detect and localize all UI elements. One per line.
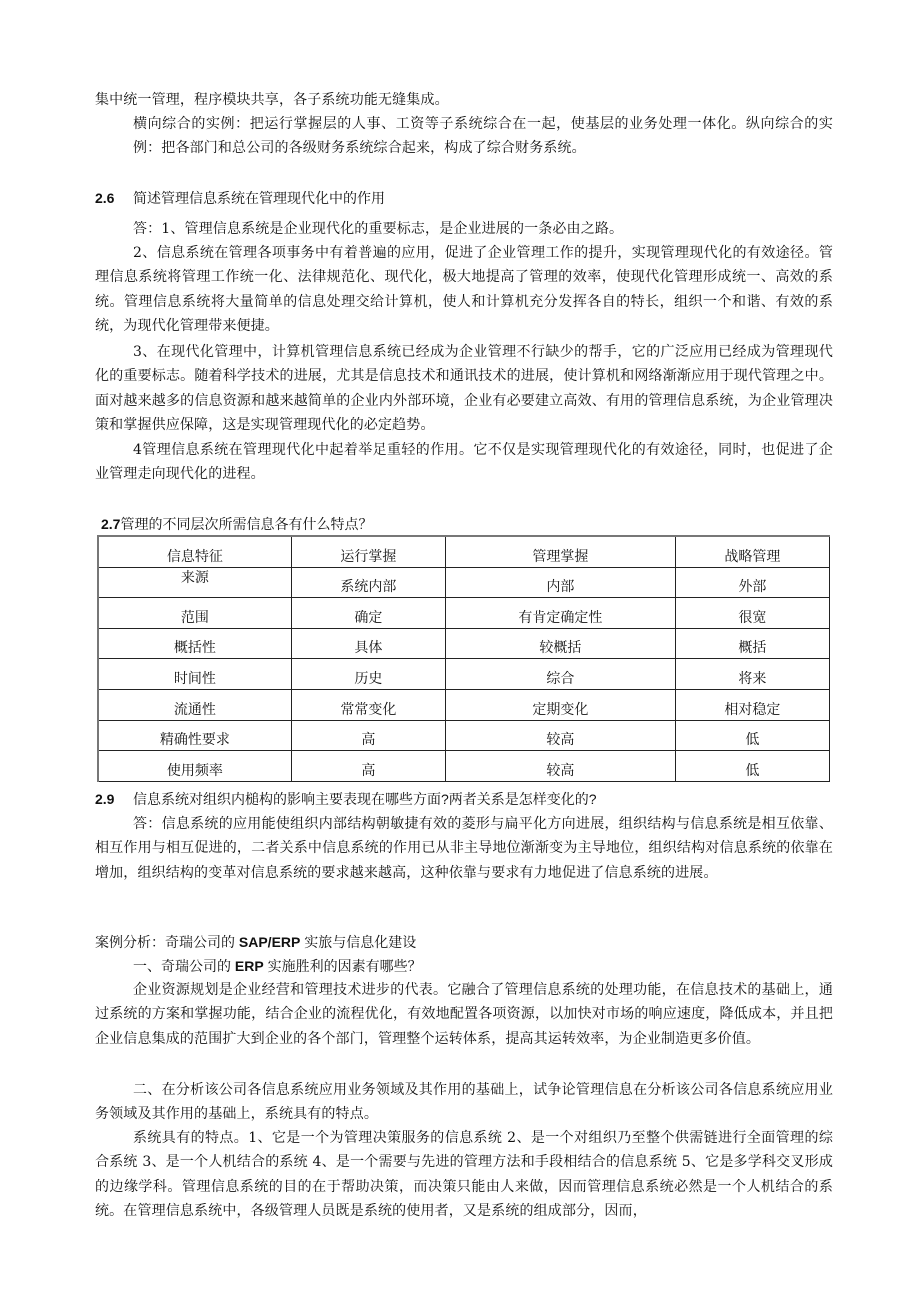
case-answer-1: 企业资源规划是企业经营和管理技术进步的代表。它融合了管理信息系统的处理功能，在信息技术的基础上，通过系统的方案和掌握功能，结合企业的流程优化，有效地配置各项资源，以加快对市场的响应速度，降低成本，并且把企业信息集成的范围扩大到企业的各个部门，管理整个运转体系，提高其运转效率，为企业制造更多价值。 bbox=[95, 982, 833, 1047]
table-cell: 高 bbox=[291, 751, 445, 782]
table-row bbox=[98, 751, 830, 782]
table-row bbox=[98, 720, 830, 751]
table-header-cell: 运行掌握 bbox=[291, 536, 445, 567]
answer-paragraph: 答：信息系统的应用能使组织内部结构朝敏捷有效的菱形与扁平化方向进展，组织结构与信息系统是相互依靠、相互作用与相互促进的，二者关系中信息系统的作用已从非主导地位渐渐变为主导地位，组织结构对信息系统的依靠在增加，组织结构的变革对信息系统的要求越来越高，这种依靠与要求有力地促进了信息系统的进展。 bbox=[95, 816, 833, 881]
case-question-2: 二、在分析该公司各信息系统应用业务领域及其作用的基础上，试争论管理信息在分析该公司各信息系统应用业务领域及其作用的基础上，系统具有的特点。 bbox=[95, 1081, 833, 1122]
question-bold: ERP bbox=[234, 958, 264, 974]
section-2-7-heading bbox=[101, 514, 372, 534]
case-title-suffix: 实旅与信息化建设 bbox=[300, 934, 417, 950]
table-cell: 较高 bbox=[445, 751, 675, 782]
table-row bbox=[98, 628, 830, 659]
case-question-1 bbox=[133, 956, 422, 976]
answer-paragraph-3: 3、在现代化管理中，计算机管理信息系统已经成为企业管理不行缺少的帮手，它的广泛应用已经成为管理现代化的重要标志。随着科学技术的进展，尤其是信息技术和通讯技术的进展，使计算机和网络渐渐应用于现代管理之中。面对越来越多的信息资源和越来越简单的企业内外部环境，企业有必要建立高效、有用的管理信息系统，为企业管理决策和掌握供应保障，这是实现管理现代化的必定趋势。 bbox=[95, 344, 833, 434]
table-row bbox=[98, 689, 830, 720]
table-cell: 高 bbox=[291, 720, 445, 751]
table-cell: 来源 bbox=[98, 567, 291, 598]
question-prefix: 一、奇瑞公司的 bbox=[133, 958, 235, 974]
table-cell: 有肯定确定性 bbox=[445, 598, 675, 629]
table-cell: 将来 bbox=[675, 659, 829, 690]
table-cell: 使用频率 bbox=[98, 751, 291, 782]
table-cell: 定期变化 bbox=[445, 689, 675, 720]
table-row bbox=[98, 659, 830, 690]
table-cell: 综合 bbox=[445, 659, 675, 690]
table-cell: 低 bbox=[675, 720, 829, 751]
table-cell: 常常变化 bbox=[291, 689, 445, 720]
table-cell: 较高 bbox=[445, 720, 675, 751]
table-cell: 很宽 bbox=[675, 598, 829, 629]
section-title: 简述管理信息系统在管理现代化中的作用 bbox=[133, 190, 385, 206]
table-row bbox=[98, 567, 830, 598]
intro-paragraph: 横向综合的实例：把运行掌握层的人事、工资等子系统综合在一起，使基层的业务处理一体化。纵向综合的实例：把各部门和总公司的各级财务系统综合起来，构成了综合财务系统。 bbox=[133, 116, 833, 157]
answer-paragraph-4: 4管理信息系统在管理现代化中起着举足重轻的作用。它不仅是实现管理现代化的有效途径，同时，也促进了企业管理走向现代化的进程。 bbox=[95, 442, 833, 483]
table-cell: 历史 bbox=[291, 659, 445, 690]
table-cell: 低 bbox=[675, 751, 829, 782]
table-cell: 概括 bbox=[675, 628, 829, 659]
intro-line: 集中统一管理，程序模块共享，各子系统功能无缝集成。 bbox=[95, 92, 449, 108]
answer-paragraph-2: 2、信息系统在管理各项事务中有着普遍的应用，促进了企业管理工作的提升，实现管理现代化的有效途径。管理信息系统将管理工作统一化、法律规范化、现代化，极大地提高了管理的效率，使现代化管理形成统一、高效的系统。管理信息系统将大量简单的信息处理交给计算机，使人和计算机充分发挥各自的特长，组织一个和谐、有效的系统，为现代化管理带来便捷。 bbox=[95, 245, 833, 335]
section-2-6-heading bbox=[95, 188, 385, 208]
table-cell: 具体 bbox=[291, 628, 445, 659]
table-header-cell: 信息特征 bbox=[98, 536, 291, 567]
section-title: 管理的不同层次所需信息各有什么特点？ bbox=[120, 516, 373, 532]
section-number: 2.6 bbox=[95, 190, 115, 206]
table-cell: 确定 bbox=[291, 598, 445, 629]
table-cell: 内部 bbox=[445, 567, 675, 598]
answer-paragraph-1: 答：1、管理信息系统是企业现代化的重要标志，是企业进展的一条必由之路。 bbox=[133, 221, 624, 237]
table-header-cell: 管理掌握 bbox=[445, 536, 675, 567]
info-characteristics-table bbox=[97, 535, 830, 782]
section-title: 信息系统对组织内槌构的影响主要表现在哪些方面?两者关系是怎样变化的? bbox=[133, 791, 597, 807]
table-header-cell: 战略管理 bbox=[675, 536, 829, 567]
case-title-bold: SAP/ERP bbox=[238, 934, 301, 950]
table-cell: 外部 bbox=[675, 567, 829, 598]
table-cell: 相对稳定 bbox=[675, 689, 829, 720]
case-answer-2: 系统具有的特点。1、它是一个为管理决策服务的信息系统 2、是一个对组织乃至整个供需链进行全面管理的综合系统 3、是一个人机结合的系统 4、是一个需要与先进的管理方法和手段相结合的信息系统 5、它是多学科交叉形成的边缘学科。管理信息系统的目的在于帮助决策，而决策只能由人来做，因而管理信息系统必然是一个人机结合的系统。在管理信息系统中，各级管理人员既是系统的使用者，又是系统的组成部分，因而， bbox=[95, 1130, 833, 1220]
case-title-prefix: 案例分析：奇瑞公司的 bbox=[95, 934, 239, 950]
section-number: 2.7 bbox=[101, 516, 121, 532]
table-cell: 较概括 bbox=[445, 628, 675, 659]
case-heading bbox=[95, 932, 416, 952]
section-2-9-heading bbox=[95, 789, 597, 809]
table-cell: 精确性要求 bbox=[98, 720, 291, 751]
table-cell: 概括性 bbox=[98, 628, 291, 659]
table-cell: 范围 bbox=[98, 598, 291, 629]
table-header-row bbox=[98, 536, 830, 567]
table-cell: 时间性 bbox=[98, 659, 291, 690]
question-suffix: 实施胜利的因素有哪些？ bbox=[263, 958, 422, 974]
section-number: 2.9 bbox=[95, 791, 115, 807]
table-row bbox=[98, 598, 830, 629]
table-cell: 流通性 bbox=[98, 689, 291, 720]
table-cell: 系统内部 bbox=[291, 567, 445, 598]
